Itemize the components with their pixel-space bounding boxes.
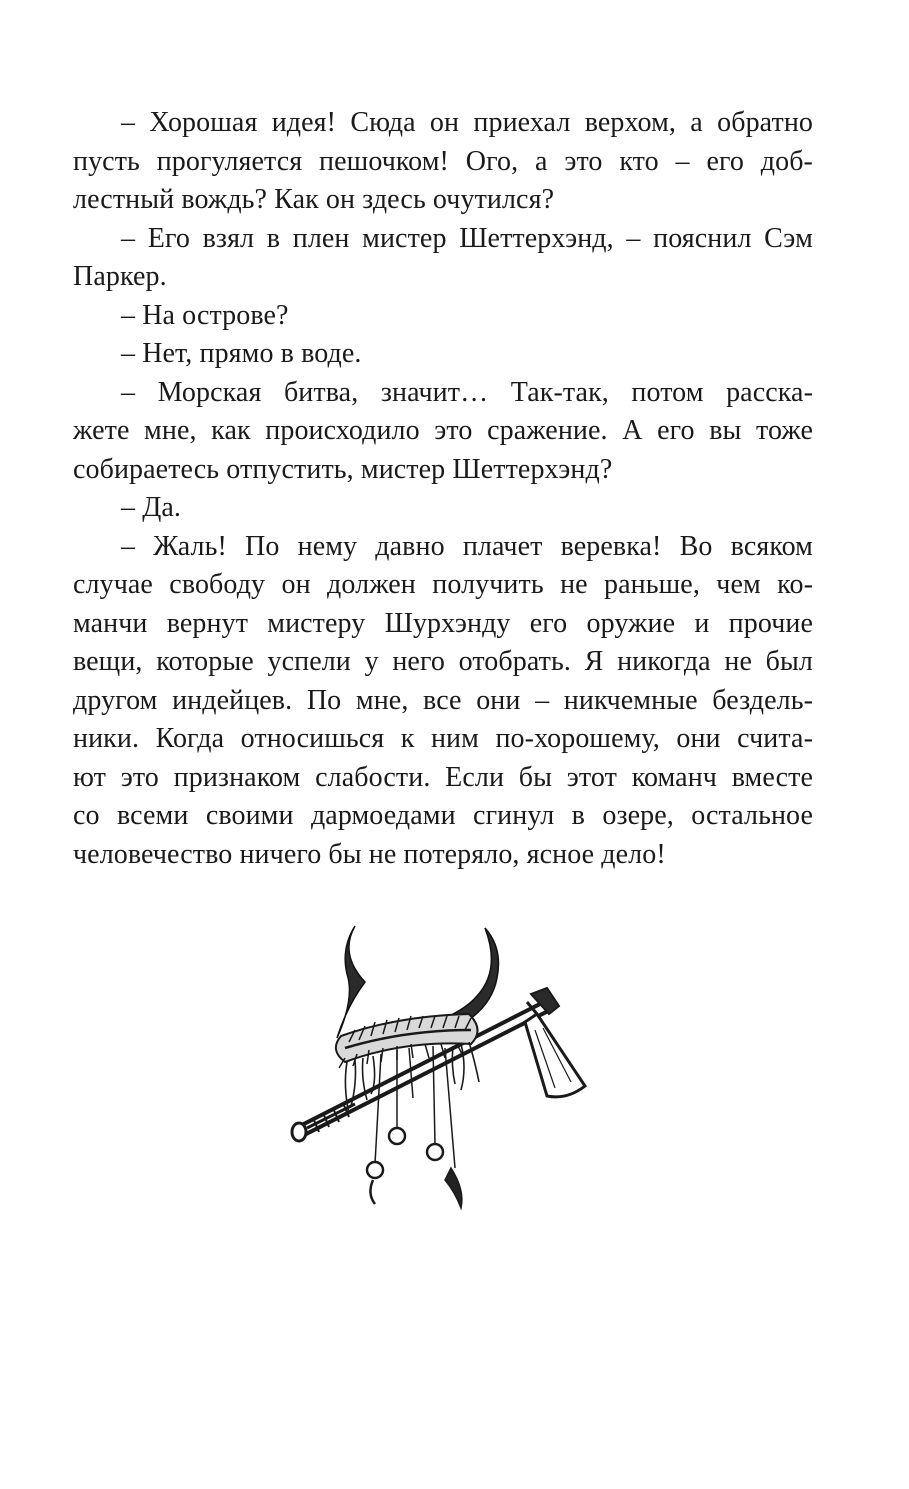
text-line: со всеми своими дармоедами сгинул в озере, остальное [73, 800, 813, 831]
tomahawk-head [525, 988, 585, 1097]
text-line: жете мне, как происходило это сражение. А его вы тоже [73, 415, 813, 446]
text-line: собираетесь отпустить, мистер Шеттерхэнд? [73, 453, 613, 485]
text-line: человечество ничего бы не потеряло, ясное дело! [73, 838, 666, 870]
text-line: манчи вернут мистеру Шурхэнду его оружие и прочие [73, 607, 813, 639]
text-line: – Жаль! По нему давно плачет веревка! Во всяком [121, 530, 813, 562]
text-line: Паркер. [73, 261, 167, 292]
text-line: – Да. [121, 492, 182, 523]
text-line: – На острове? [121, 299, 289, 331]
text-line: лестный вождь? Как он здесь очутился? [73, 184, 555, 215]
text-line: другом индейцев. По мне, все они – никчемные бездель- [73, 684, 813, 716]
text-line: пусть прогуляется пешочком! Ого, а это кто – его доб- [73, 145, 813, 177]
text-line: случае свободу он должен получить не раньше, чем ко- [73, 569, 813, 600]
body-text [73, 104, 813, 874]
text-line: – Хорошая идея! Сюда он приехал верхом, а обратно [121, 107, 813, 138]
text-line: ники. Когда относишься к ним по-хорошему, они счита- [73, 723, 813, 754]
text-line: – Его взял в плен мистер Шеттерхэнд, – пояснил Сэм [121, 222, 813, 254]
text-line: ют это признаком слабости. Если бы этот команч вместе [73, 761, 813, 793]
text-line: вещи, которые успели у него отобрать. Я никогда не был [73, 646, 813, 677]
text-line: – Нет, прямо в воде. [121, 338, 362, 369]
horned-headdress-tomahawk-icon [285, 918, 615, 1218]
text-line: – Морская битва, значит… Так-так, потом расска- [121, 376, 813, 408]
